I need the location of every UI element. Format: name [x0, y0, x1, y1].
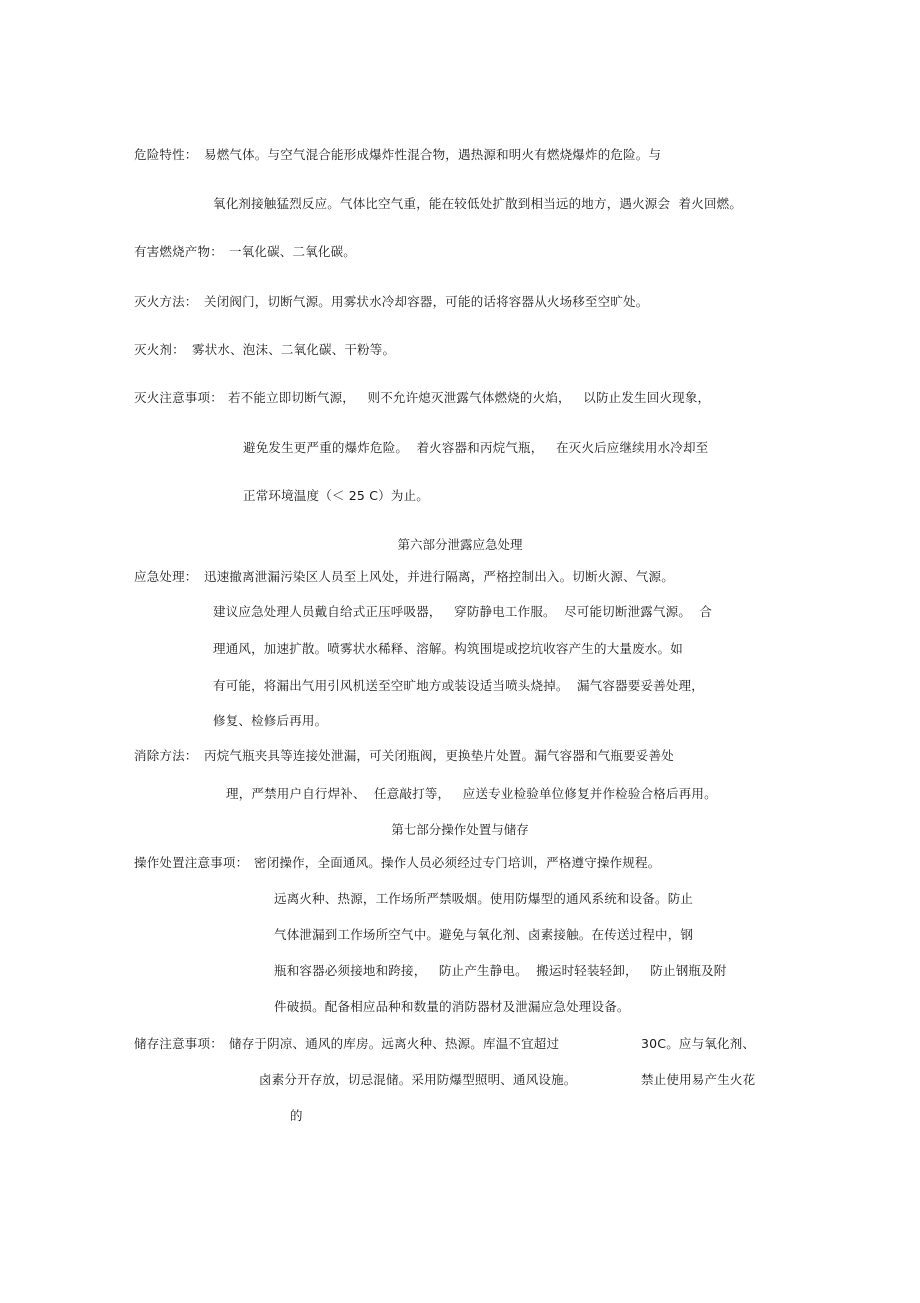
fire-notes-line2: 避免发生更严重的爆炸危险。 着火容器和丙烷气瓶， 在灭火后应继续用水冷却至: [243, 440, 709, 455]
storage-label: 储存注意事项：: [134, 1036, 223, 1051]
emergency-line5: 修复、检修后再用。: [213, 713, 328, 728]
emergency-line2: 建议应急处理人员戴自给式正压呼吸器， 穿防静电工作服。 尽可能切断泄露气源。 合: [213, 604, 713, 619]
fire-agent-label: 灭火剂：: [134, 342, 185, 357]
storage-line1b: 30C。应与氧化剂、: [641, 1036, 756, 1051]
fire-notes-line1: 若不能立即切断气源， 则不允许熄灭泄露气体燃烧的火焰， 以防止发生回火现象，: [228, 390, 711, 405]
section7-title: 第七部分操作处置与储存: [391, 822, 529, 837]
hazard-text-line2: 氧化剂接触猛烈反应。气体比空气重，能在较低处扩散到相当远的地方，遇火源会 着火回燃。: [213, 196, 743, 211]
combustion-value: 一氧化碳、二氧化碳。: [229, 244, 357, 259]
emergency-label: 应急处理：: [134, 569, 198, 584]
elimination-line1: 丙烷气瓶夹具等连接处泄漏，可关闭瓶阀，更换垫片处置。漏气容器和气瓶要妥善处: [204, 748, 674, 763]
emergency-line3: 理通风，加速扩散。喷雾状水稀释、溶解。构筑围堤或挖坑收容产生的大量废水。如: [213, 641, 683, 656]
combustion-label: 有害燃烧产物：: [134, 244, 223, 259]
storage-line1a: 储存于阴凉、通风的库房。远离火种、热源。库温不宜超过: [229, 1036, 560, 1051]
storage-line3: 的: [290, 1108, 303, 1123]
hazard-text-line1: 易燃气体。与空气混合能形成爆炸性混合物，遇热源和明火有燃烧爆炸的危险。与: [204, 147, 662, 162]
fire-method-value: 关闭阀门，切断气源。用雾状水冷却容器，可能的话将容器从火场移至空旷处。: [204, 294, 649, 309]
fire-agent-value: 雾状水、泡沫、二氧化碳、干粉等。: [192, 342, 396, 357]
elimination-line2: 理，严禁用户自行焊补、 任意敲打等， 应送专业检验单位修复并作检验合格后再用。: [226, 786, 717, 801]
operation-line3: 气体泄漏到工作场所空气中。避免与氧化剂、卤素接触。在传送过程中，钢: [274, 927, 694, 942]
elimination-label: 消除方法：: [134, 748, 198, 763]
emergency-line4: 有可能，将漏出气用引风机送至空旷地方或装设适当喷头烧掉。 漏气容器要妥善处理，: [213, 678, 704, 693]
hazard-label: 危险特性：: [134, 147, 198, 162]
operation-line2: 远离火种、热源，工作场所严禁吸烟。使用防爆型的通风系统和设备。防止: [274, 891, 694, 906]
fire-method-label: 灭火方法：: [134, 294, 198, 309]
section6-title: 第六部分泄露应急处理: [397, 537, 523, 552]
fire-notes-line3: 正常环境温度（＜ 25 C）为止。: [243, 488, 429, 503]
operation-label: 操作处置注意事项：: [134, 855, 249, 870]
operation-line1: 密闭操作，全面通风。操作人员必须经过专门培训，严格遵守操作规程。: [254, 855, 661, 870]
storage-line2b: 禁止使用易产生火花: [641, 1072, 756, 1087]
storage-line2a: 卤素分开存放，切忌混储。采用防爆型照明、通风设施。: [259, 1072, 577, 1087]
fire-notes-label: 灭火注意事项：: [134, 390, 223, 405]
operation-line4: 瓶和容器必须接地和跨接， 防止产生静电。 搬运时轻装轻卸， 防止钢瓶及附: [274, 963, 727, 978]
emergency-line1: 迅速撤离泄漏污染区人员至上风处，并进行隔离，严格控制出入。切断火源、气源。: [204, 569, 674, 584]
operation-line5: 件破损。配备相应品种和数量的消防器材及泄漏应急处理设备。: [274, 999, 630, 1014]
